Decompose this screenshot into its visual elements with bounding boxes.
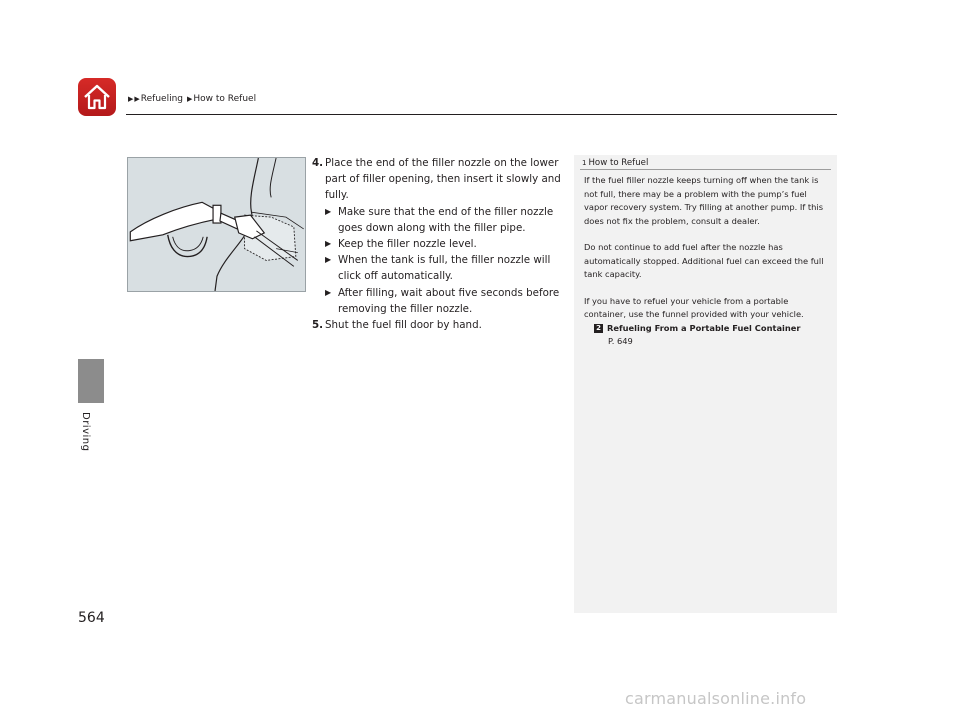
note-body (584, 174, 832, 349)
step-number: 4. (312, 157, 324, 169)
step-4 (312, 155, 562, 204)
cross-reference-title: Refueling From a Portable Fuel Container (607, 322, 801, 333)
note-paragraph: Do not continue to add fuel after the nozzle has automatically stopped. Additional fuel can exceed the full tank capacity. (584, 242, 824, 279)
step-number: 5. (312, 319, 324, 332)
note-ref-marker: 1 (582, 159, 587, 167)
cross-reference-page[interactable]: P. 649 (608, 336, 633, 346)
substep-arrow-icon: ▶ (325, 206, 332, 216)
substep (325, 252, 562, 284)
page-number: 564 (78, 610, 105, 626)
substep-text: When the tank is full, the filler nozzle will click off automatically. (338, 254, 551, 283)
breadcrumb-arrow-icon: ▶ (187, 95, 193, 103)
substep (325, 285, 562, 317)
note-heading (582, 158, 648, 168)
step-text: Shut the fuel fill door by hand. (325, 319, 482, 332)
instruction-steps (312, 155, 562, 333)
step-text: Place the end of the filler nozzle on the lower part of filler opening, then insert it slowly and fully. (325, 157, 561, 202)
side-tab-marker (78, 359, 104, 403)
refuel-nozzle-illustration (127, 157, 306, 292)
home-button[interactable] (78, 78, 116, 116)
cross-reference-link[interactable] (594, 322, 832, 336)
substep-text: Make sure that the end of the filler nozzle goes down along with the filler pipe. (338, 205, 554, 234)
reference-arrow-icon: 2 (594, 324, 603, 333)
header-divider (126, 114, 837, 115)
note-paragraph: If the fuel filler nozzle keeps turning off when the tank is not full, there may be a problem with the pump’s fuel vapor recovery system. Try filling at another pump. If this does not fix the problem, consult a dealer. (584, 175, 824, 226)
breadcrumb-item-how-to-refuel[interactable]: How to Refuel (193, 94, 257, 104)
breadcrumb-item-refueling[interactable]: Refueling (140, 94, 183, 104)
breadcrumb-arrow-icon: ▶ (134, 95, 140, 103)
breadcrumb-arrow-icon: ▶ (128, 95, 134, 103)
substep (325, 236, 562, 252)
substep-text: Keep the filler nozzle level. (338, 238, 477, 251)
note-title: How to Refuel (588, 158, 649, 168)
home-icon (82, 83, 112, 111)
note-paragraph: If you have to refuel your vehicle from a portable container, use the funnel provided with your vehicle. (584, 295, 804, 319)
note-divider (580, 169, 831, 170)
watermark: carmanualsonline.info (625, 689, 807, 708)
breadcrumb (128, 94, 260, 104)
substep-arrow-icon: ▶ (325, 255, 332, 265)
substep (325, 204, 562, 236)
step-5 (312, 317, 562, 333)
substep-arrow-icon: ▶ (325, 239, 332, 249)
note-sidebar (574, 155, 837, 613)
substep-arrow-icon: ▶ (325, 287, 332, 297)
substep-text: After filling, wait about five seconds before removing the filler nozzle. (338, 286, 560, 315)
side-tab-label: Driving (80, 412, 91, 452)
